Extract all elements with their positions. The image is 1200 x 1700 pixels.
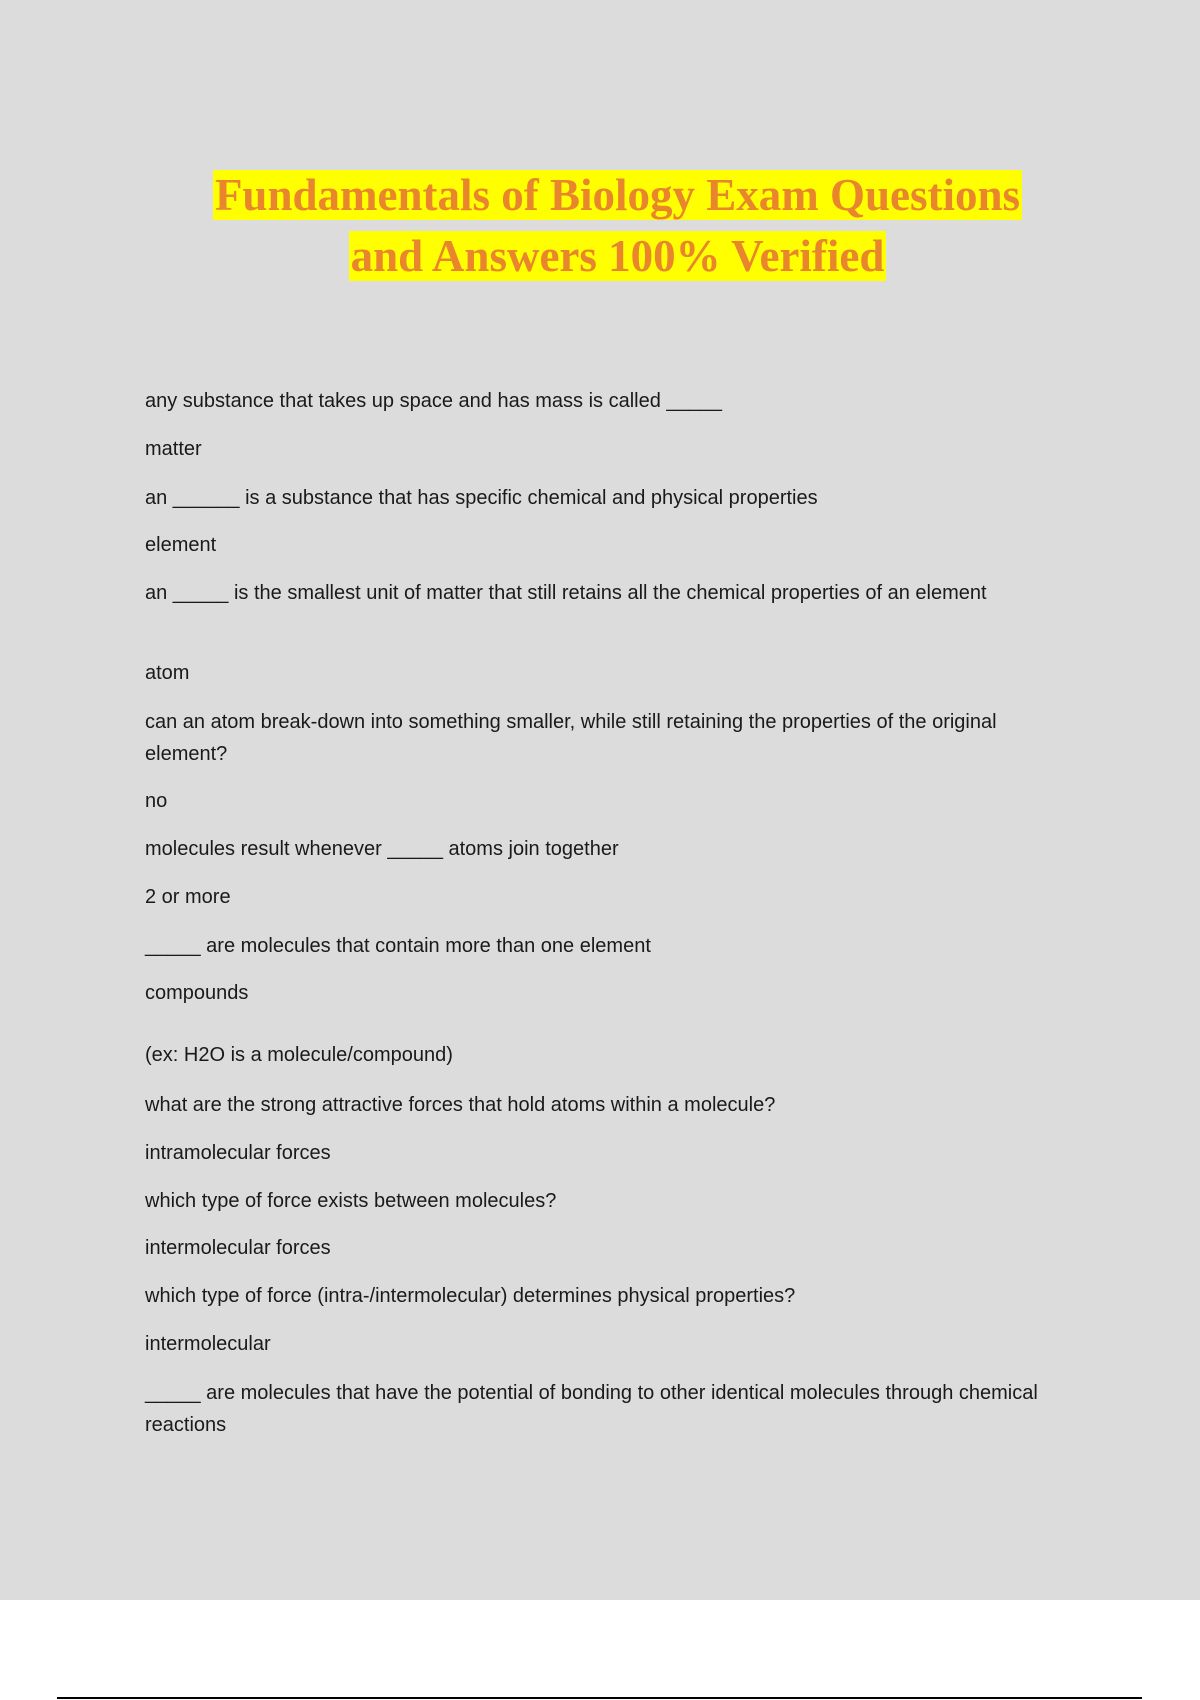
answer-text: compounds (145, 982, 249, 1004)
answer-text: element (145, 534, 217, 556)
question-text: which type of force exists between molecules? (145, 1190, 557, 1212)
question-text: what are the strong attractive forces that hold atoms within a molecule? (145, 1094, 776, 1116)
answer-text: intermolecular forces (145, 1237, 331, 1259)
question-text: _____ are molecules that have the potential of bonding to other identical molecules through chemical reactions (145, 1382, 1038, 1436)
note-text: (ex: H2O is a molecule/compound) (145, 1044, 453, 1066)
question-text: an ______ is a substance that has specific chemical and physical properties (145, 487, 818, 509)
title-line-1: Fundamentals of Biology Exam Questions (214, 170, 1021, 220)
question-text: any substance that takes up space and has mass is called _____ (145, 390, 723, 412)
question-text: molecules result whenever _____ atoms join together (145, 838, 619, 860)
title-line-2: and Answers 100% Verified (350, 231, 885, 281)
question-text: an _____ is the smallest unit of matter that still retains all the chemical properties of an element (145, 582, 987, 604)
answer-text: intermolecular (145, 1333, 271, 1355)
answer-text: atom (145, 662, 190, 684)
question-text: which type of force (intra-/intermolecular) determines physical properties? (145, 1285, 796, 1307)
document-title (100, 165, 1135, 287)
answer-text: 2 or more (145, 886, 231, 908)
answer-text: intramolecular forces (145, 1142, 331, 1164)
question-text: _____ are molecules that contain more than one element (145, 935, 651, 957)
answer-text: no (145, 790, 168, 812)
footer-divider (57, 1697, 1142, 1699)
question-text: can an atom break-down into something smaller, while still retaining the properties of the original element? (145, 711, 997, 765)
answer-text: matter (145, 438, 202, 460)
